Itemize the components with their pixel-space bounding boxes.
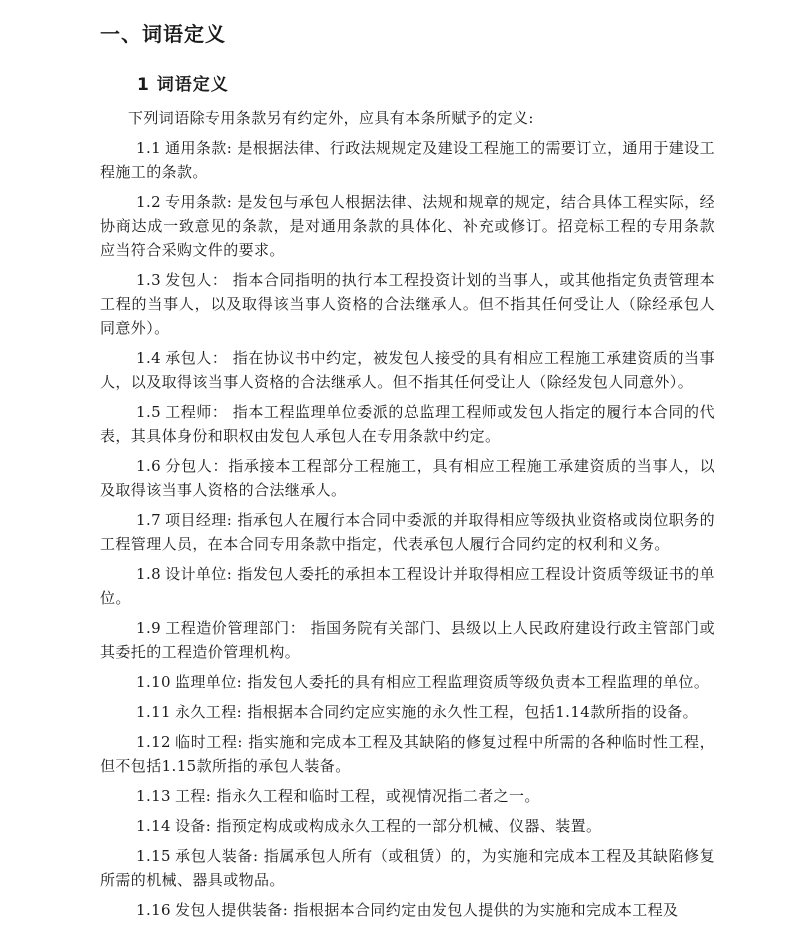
clause-paragraph: [100, 898, 715, 922]
clause-paragraph: [100, 190, 715, 262]
intro-paragraph: 下列词语除专用条款另有约定外，应具有本条所赋予的定义:: [128, 109, 534, 127]
document-body: [100, 106, 715, 928]
clause-number: 1.15: [136, 847, 171, 865]
clause-paragraph: [100, 346, 715, 394]
clause-text: 工程: 指永久工程和临时工程，或视情况指二者之一。: [175, 787, 540, 805]
clause-list: [100, 136, 715, 922]
clause-number: 1.14: [136, 817, 171, 835]
clause-number: 1.5: [136, 403, 162, 421]
clause-number: 1.3: [136, 271, 162, 289]
clause-number: 1.9: [136, 619, 162, 637]
clause-text: 承包人： 指在协议书中约定，被发包人接受的具有相应工程施工承建资质的当事人，以及取得该当事人资格的合法继承人。但不指其任何受让人（除经发包人同意外）。: [100, 349, 715, 391]
clause-number: 1.8: [136, 565, 162, 583]
clause-paragraph: [100, 400, 715, 448]
clause-number: 1.2: [136, 193, 162, 211]
clause-text: 工程造价管理部门： 指国务院有关部门、县级以上人民政府建设行政主管部门或其委托的工程造价管理机构。: [100, 619, 715, 661]
clause-text: 发包人提供装备: 指根据本合同约定由发包人提供的为实施和完成本工程及: [175, 901, 679, 919]
clause-number: 1.13: [136, 787, 171, 805]
clause-paragraph: [100, 700, 715, 724]
clause-paragraph: [100, 844, 715, 892]
clause-text: 工程师： 指本工程监理单位委派的总监理工程师或发包人指定的履行本合同的代表，其具体身份和职权由发包人承包人在专用条款中约定。: [100, 403, 715, 445]
clause-paragraph: [100, 814, 715, 838]
clause-text: 临时工程: 指实施和完成本工程及其缺陷的修复过程中所需的各种临时性工程，但不包括1.15款所指的承包人装备。: [100, 733, 715, 775]
clause-text: 设备: 指预定构成或构成永久工程的一部分机械、仪器、装置。: [175, 817, 602, 835]
clause-number: 1.11: [136, 703, 171, 721]
clause-number: 1.6: [136, 457, 162, 475]
clause-paragraph: [100, 562, 715, 610]
clause-text: 承包人装备: 指属承包人所有（或租赁）的，为实施和完成本工程及其缺陷修复所需的机械、器具或物品。: [100, 847, 715, 889]
clause-paragraph: [100, 136, 715, 184]
clause-number: 1.1: [136, 139, 162, 157]
clause-text: 项目经理: 指承包人在履行本合同中委派的并取得相应等级执业资格或岗位职务的工程管理人员，在本合同专用条款中指定，代表承包人履行合同约定的权利和义务。: [100, 511, 715, 553]
clause-paragraph: [100, 508, 715, 556]
clause-paragraph: [100, 268, 715, 340]
clause-number: 1.10: [136, 673, 171, 691]
clause-text: 设计单位: 指发包人委托的承担本工程设计并取得相应工程设计资质等级证书的单位。: [100, 565, 715, 607]
clause-text: 永久工程: 指根据本合同约定应实施的永久性工程，包括1.14款所指的设备。: [175, 703, 699, 721]
clause-paragraph: [100, 730, 715, 778]
clause-number: 1.16: [136, 901, 171, 919]
section-title: 一、词语定义: [100, 22, 226, 46]
clause-number: 1.7: [136, 511, 162, 529]
clause-text: 发包人： 指本合同指明的执行本工程投资计划的当事人，或其他指定负责管理本工程的当事人，以及取得该当事人资格的合法继承人。但不指其任何受让人（除经承包人同意外）。: [100, 271, 715, 337]
clause-paragraph: [100, 784, 715, 808]
clause-number: 1.12: [136, 733, 171, 751]
clause-paragraph: [100, 616, 715, 664]
clause-text: 监理单位: 指发包人委托的具有相应工程监理资质等级负责本工程监理的单位。: [175, 673, 710, 691]
subsection-title: 1 词语定义: [137, 75, 229, 95]
clause-text: 通用条款: 是根据法律、行政法规规定及建设工程施工的需要订立，通用于建设工程施工的条款。: [100, 139, 715, 181]
clause-paragraph: [100, 454, 715, 502]
clause-text: 分包人：指承接本工程部分工程施工，具有相应工程施工承建资质的当事人，以及取得该当事人资格的合法继承人。: [100, 457, 715, 499]
clause-text: 专用条款: 是发包与承包人根据法律、法规和规章的规定，结合具体工程实际，经协商达成一致意见的条款，是对通用条款的具体化、补充或修订。招竞标工程的专用条款应当符合采购文件的要求。: [100, 193, 715, 259]
clause-paragraph: [100, 670, 715, 694]
clause-number: 1.4: [136, 349, 162, 367]
